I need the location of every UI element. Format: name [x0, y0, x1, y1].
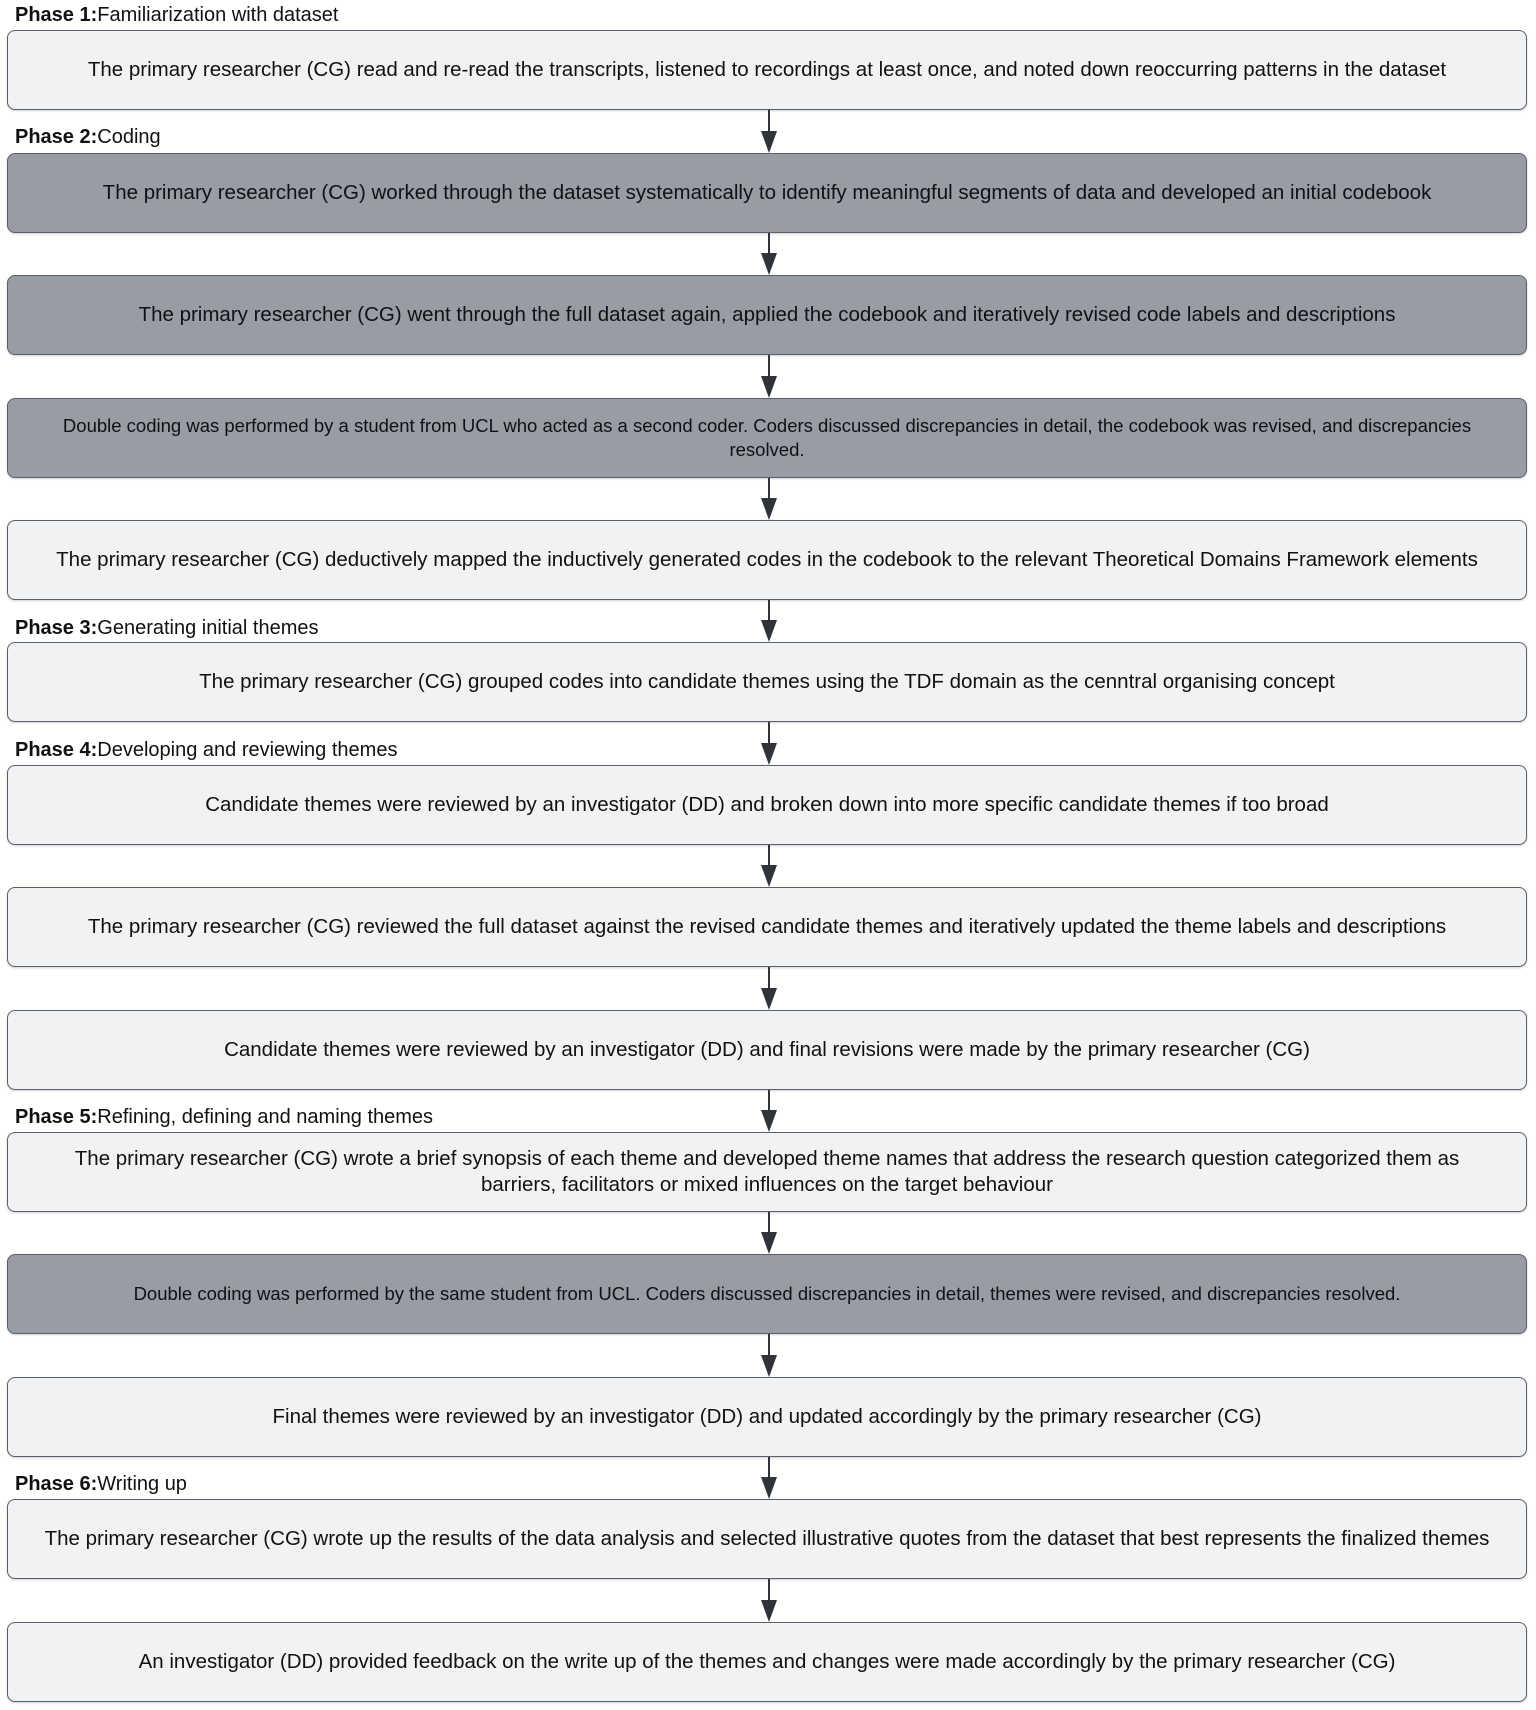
down-arrow-icon — [759, 600, 779, 642]
down-arrow-icon — [759, 1579, 779, 1622]
step-text: The primary researcher (CG) read and re-read the transcripts, listened to recordings at least once, and noted down reoccurring patterns in the dataset — [87, 58, 1447, 81]
step-text: The primary researcher (CG) worked through the dataset systematically to identify meaningful segments of data and developed an initial codebook — [102, 181, 1432, 204]
step-box — [7, 275, 1527, 355]
down-arrow-icon — [759, 478, 779, 520]
step-text: Candidate themes were reviewed by an investigator (DD) and final revisions were made by the primary researcher (CG) — [224, 1038, 1310, 1061]
phase-3-label — [15, 616, 319, 640]
down-arrow-icon — [759, 1457, 779, 1499]
step-text: The primary researcher (CG) grouped codes into candidate themes using the TDF domain as the cenntral organising concept — [199, 670, 1335, 693]
down-arrow-icon — [759, 1334, 779, 1377]
phase-1-number: Phase 1: — [15, 4, 98, 26]
phase-4-number: Phase 4: — [15, 739, 98, 761]
down-arrow-icon — [759, 722, 779, 765]
step-box — [7, 30, 1527, 110]
step-box — [7, 765, 1527, 845]
step-text: Double coding was performed by a student from UCL who acted as a second coder. Coders discussed discrepancies in detail, the codebook was revised, and discrepancies resolved. — [62, 415, 1472, 460]
step-text: Double coding was performed by the same student from UCL. Coders discussed discrepancies in detail, themes were revised, and discrepancies resolved. — [133, 1283, 1401, 1304]
phase-6-title: Writing up — [97, 1473, 187, 1495]
down-arrow-icon — [759, 355, 779, 398]
step-box — [7, 887, 1527, 967]
phase-1-label — [15, 3, 338, 27]
phase-2-number: Phase 2: — [15, 126, 98, 148]
step-text: The primary researcher (CG) went through the full dataset again, applied the codebook and iteratively revised code labels and descriptions — [138, 303, 1396, 326]
phase-6-number: Phase 6: — [15, 1473, 98, 1495]
down-arrow-icon — [759, 967, 779, 1010]
phase-4-label — [15, 738, 397, 762]
step-box — [7, 1377, 1527, 1457]
step-box — [7, 642, 1527, 722]
down-arrow-icon — [759, 233, 779, 275]
phase-5-label — [15, 1105, 433, 1129]
step-text: An investigator (DD) provided feedback on the write up of the themes and changes were made accordingly by the primary researcher (CG) — [138, 1650, 1396, 1673]
step-text: Candidate themes were reviewed by an investigator (DD) and broken down into more specific candidate themes if too broad — [205, 793, 1329, 816]
step-box — [7, 398, 1527, 478]
step-text: The primary researcher (CG) wrote up the results of the data analysis and selected illustrative quotes from the dataset that best represents the finalized themes — [44, 1527, 1490, 1550]
step-box — [7, 1499, 1527, 1579]
phase-5-number: Phase 5: — [15, 1106, 98, 1128]
down-arrow-icon — [759, 1090, 779, 1132]
step-box — [7, 1622, 1527, 1702]
phase-3-number: Phase 3: — [15, 617, 98, 639]
phase-6-label — [15, 1472, 187, 1496]
phase-2-label — [15, 125, 161, 149]
step-box — [7, 1010, 1527, 1090]
down-arrow-icon — [759, 1212, 779, 1254]
phase-5-title: Refining, defining and naming themes — [97, 1106, 434, 1128]
step-box — [7, 1132, 1527, 1212]
step-text: Final themes were reviewed by an investigator (DD) and updated accordingly by the primary researcher (CG) — [272, 1405, 1262, 1428]
step-box — [7, 1254, 1527, 1334]
step-box — [7, 153, 1527, 233]
phase-2-title: Coding — [97, 126, 161, 148]
phase-4-title: Developing and reviewing themes — [97, 739, 398, 761]
phase-3-title: Generating initial themes — [97, 617, 319, 639]
down-arrow-icon — [759, 845, 779, 887]
step-text: The primary researcher (CG) reviewed the full dataset against the revised candidate themes and iteratively updated the theme labels and descriptions — [87, 915, 1447, 938]
step-box — [7, 520, 1527, 600]
down-arrow-icon — [759, 110, 779, 153]
step-text: The primary researcher (CG) wrote a brief synopsis of each theme and developed theme names that address the research question categorized them as barriers, facilitators or mixed influences on the target behaviour — [74, 1147, 1460, 1196]
step-text: The primary researcher (CG) deductively mapped the inductively generated codes in the codebook to the relevant Theoretical Domains Framework elements — [56, 548, 1478, 571]
phase-1-title: Familiarization with dataset — [97, 4, 339, 26]
